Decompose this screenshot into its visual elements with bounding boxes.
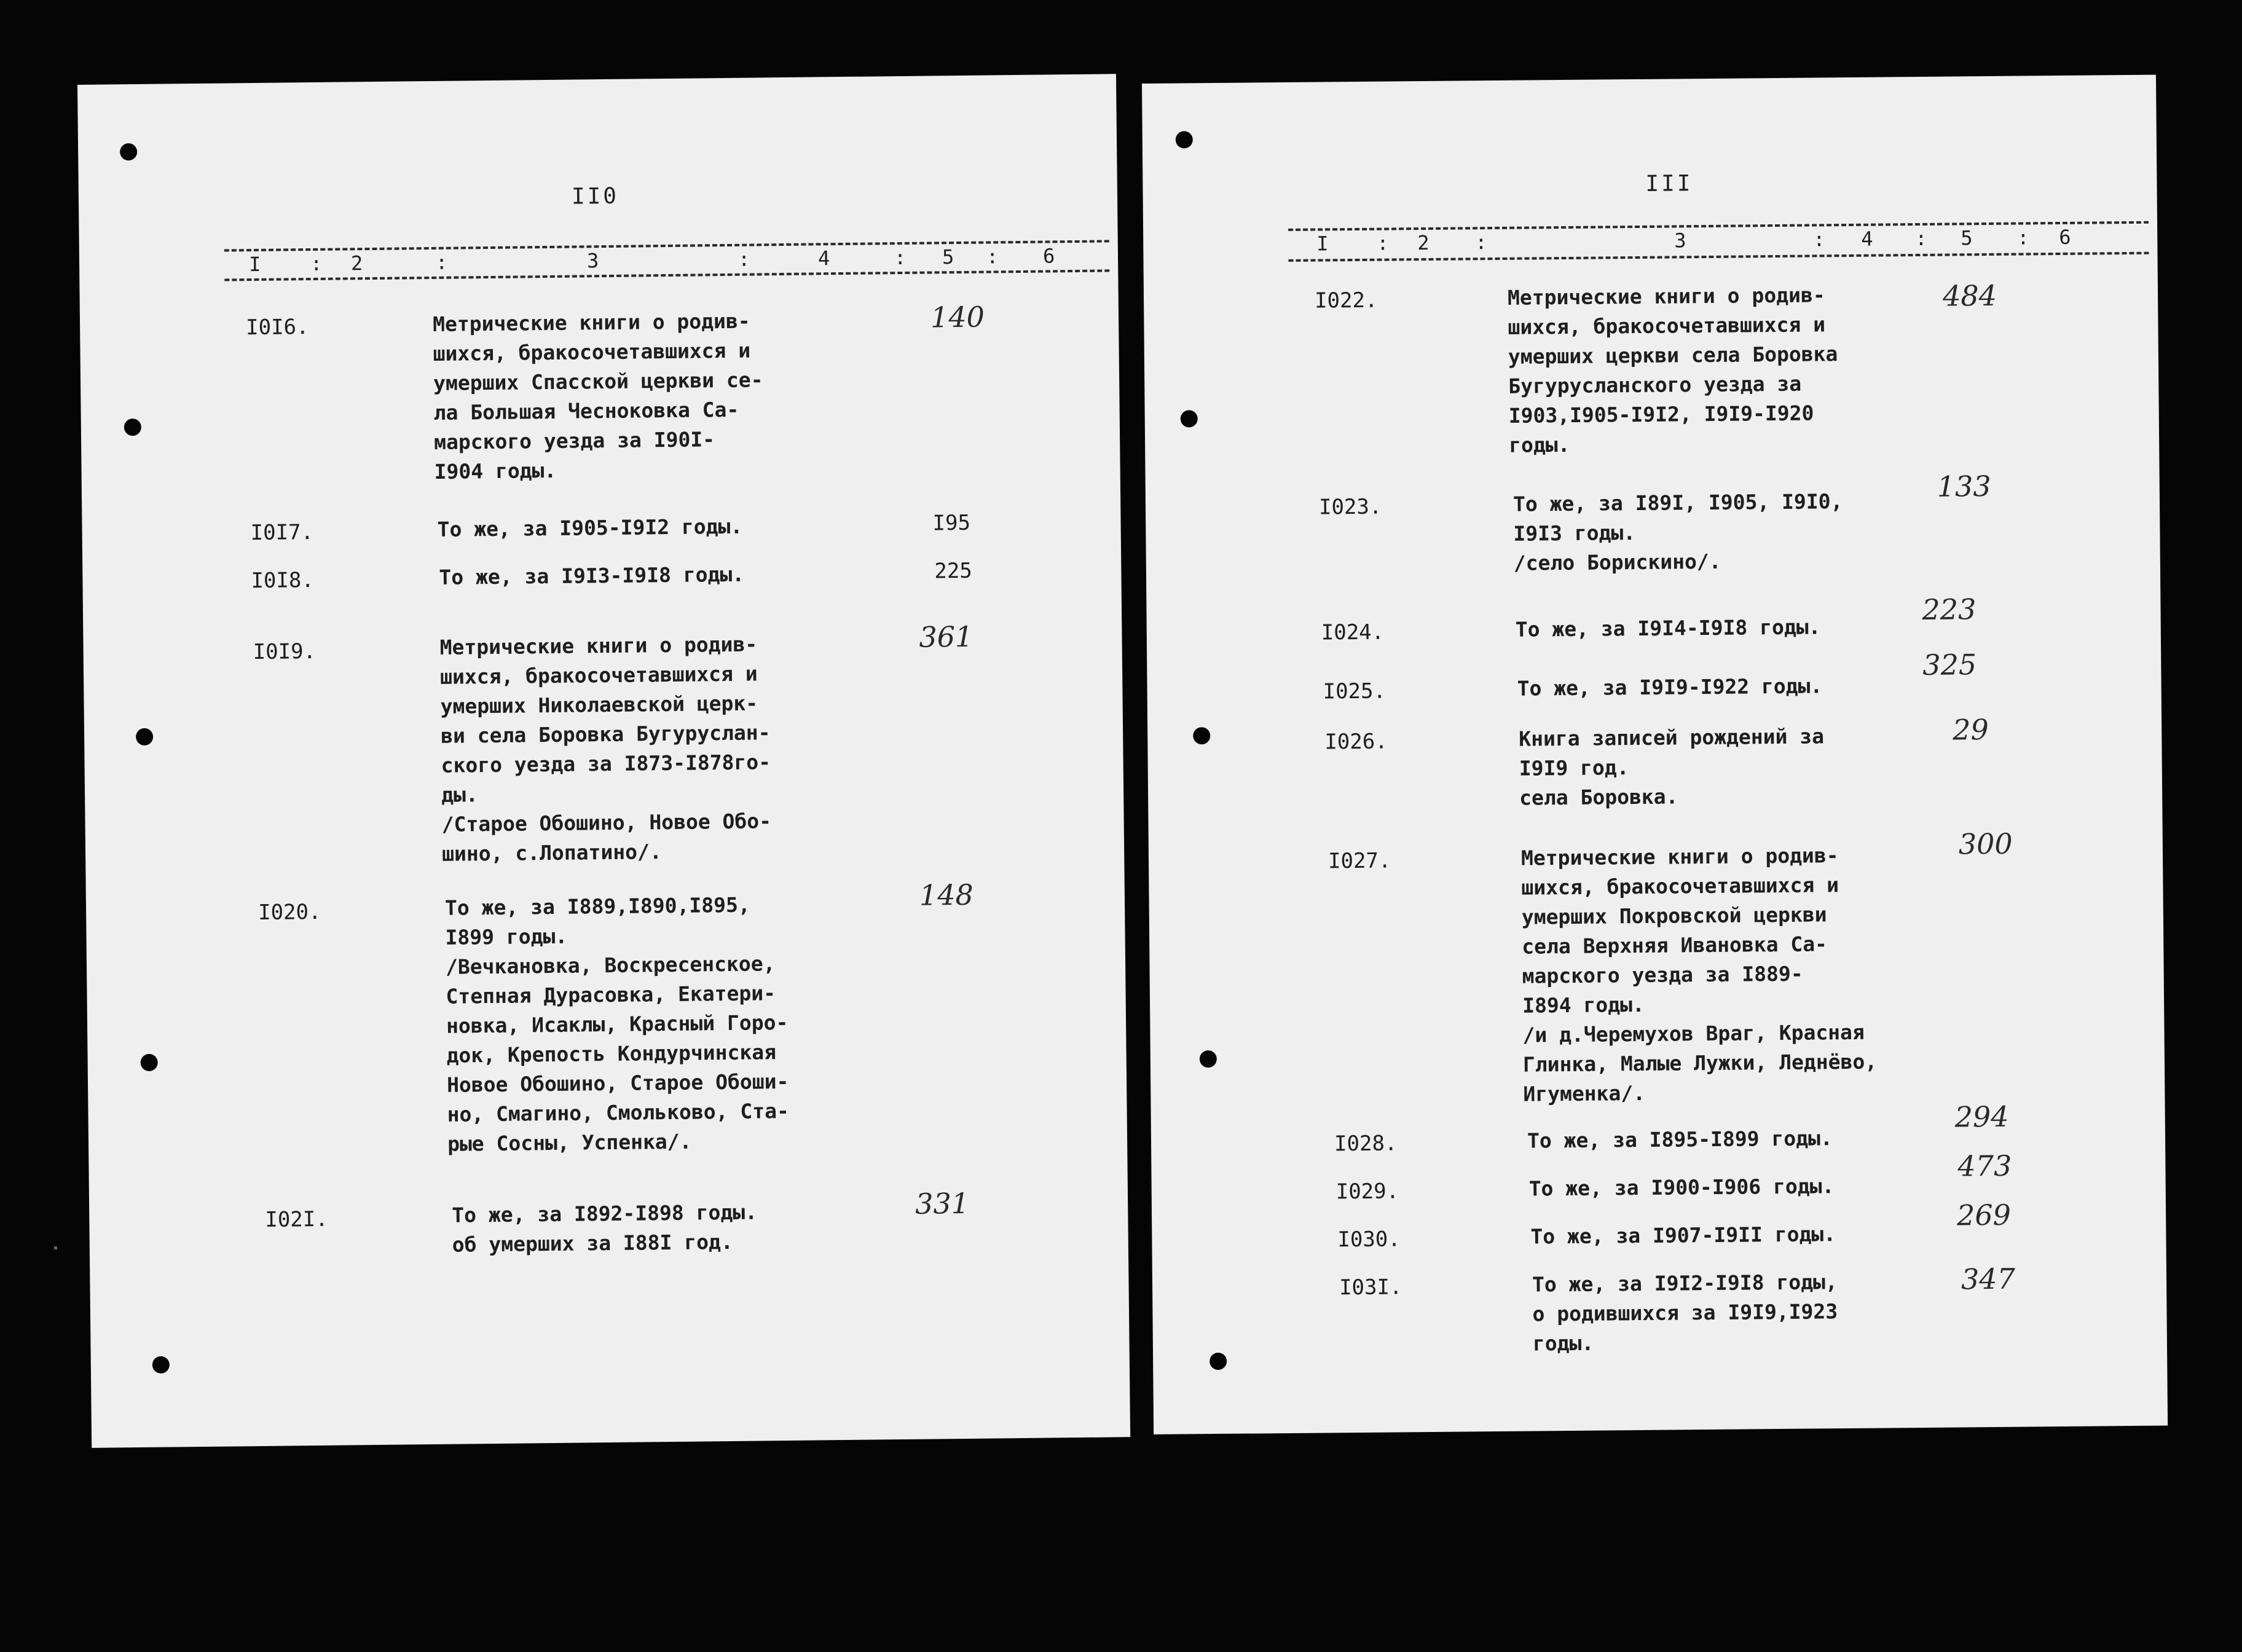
description-line: шихся, бракосочетавшихся и xyxy=(433,338,751,366)
entry-number: I028. xyxy=(1334,1131,1398,1157)
handwritten-count: 325 xyxy=(1922,648,1977,682)
description-line: шихся, бракосочетавшихся и xyxy=(1508,312,1826,339)
count-value: I95 xyxy=(932,510,971,536)
handwritten-count: 29 xyxy=(1952,713,1989,747)
description-line: /Старое Обошино, Новое Обо- xyxy=(441,809,772,836)
description-line: То же, за I9I4-I9I8 годы. xyxy=(1515,615,1821,642)
description-line: Глинка, Малые Лужки, Леднёво, xyxy=(1522,1049,1878,1077)
handwritten-count: 484 xyxy=(1942,278,1997,313)
description-line: но, Смагино, Смольково, Ста- xyxy=(447,1098,790,1127)
description-line: То же, за I892-I898 годы. xyxy=(452,1200,758,1227)
description-line: умерших Покровской церкви xyxy=(1521,902,1827,929)
column-header: 2 xyxy=(350,251,363,275)
description-line: То же, за I907-I9II годы. xyxy=(1530,1222,1836,1249)
description-line: I904 годы. xyxy=(434,458,557,484)
description-line: шино, с.Лопатино/. xyxy=(441,840,662,866)
description-line: То же, за I900-I906 годы. xyxy=(1528,1174,1835,1201)
handwritten-count: 294 xyxy=(1954,1099,2009,1134)
description-line: Степная Дурасовка, Екатери- xyxy=(446,981,776,1009)
entry-number: I022. xyxy=(1314,288,1378,313)
page-number: II0 xyxy=(571,183,620,210)
description-line: I9I3 годы. xyxy=(1513,521,1636,546)
punch-hole xyxy=(1210,1353,1227,1370)
punch-hole xyxy=(120,143,137,160)
handwritten-count: 140 xyxy=(930,300,985,334)
punch-hole xyxy=(1176,131,1193,148)
handwritten-count: 223 xyxy=(1922,592,1977,626)
entry-description xyxy=(1532,1267,1838,1358)
header-rule-top xyxy=(224,240,1109,251)
entry-number: I030. xyxy=(1337,1227,1401,1253)
description-line: об умерших за I88I год. xyxy=(452,1229,733,1257)
description-line: марского уезда за I90I- xyxy=(433,427,715,454)
entry-number: I026. xyxy=(1324,729,1388,755)
entry-description xyxy=(437,512,742,545)
description-line: Книга записей рождений за xyxy=(1519,724,1825,751)
description-line: села Верхняя Ивановка Са- xyxy=(1522,932,1828,959)
column-header: 5 xyxy=(942,245,954,269)
description-line: марского уезда за I889- xyxy=(1522,961,1803,988)
handwritten-count: 361 xyxy=(919,620,974,654)
entry-number: I0I7. xyxy=(250,520,314,546)
description-line: ла Большая Чесноковка Са- xyxy=(433,397,739,425)
right-page xyxy=(1142,75,2168,1434)
description-line: села Боровка. xyxy=(1519,784,1678,810)
column-separator: : xyxy=(1377,231,1389,255)
column-separator: : xyxy=(986,245,999,269)
description-line: Метрические книги о родив- xyxy=(439,632,758,659)
description-line: I894 годы. xyxy=(1522,992,1645,1018)
entry-description xyxy=(445,890,790,1159)
column-header: 6 xyxy=(2059,225,2071,249)
description-line: Новое Обошино, Старое Обоши- xyxy=(446,1069,789,1097)
entry-description xyxy=(1513,487,1844,578)
punch-hole xyxy=(1181,410,1198,427)
description-line: шихся, бракосочетавшихся и xyxy=(439,661,758,689)
punch-hole xyxy=(1200,1050,1217,1068)
handwritten-count: 133 xyxy=(1937,469,1991,503)
column-separator: : xyxy=(310,251,323,276)
entry-number: I027. xyxy=(1328,848,1391,874)
column-header: 4 xyxy=(817,246,830,270)
handwritten-count: 148 xyxy=(919,878,974,912)
description-line: ды. xyxy=(441,782,478,807)
handwritten-count: 300 xyxy=(1958,827,2013,861)
column-header: I xyxy=(248,252,261,277)
entry-description xyxy=(439,560,744,592)
entry-description xyxy=(1527,1123,1833,1155)
description-line: умерших церкви села Боровка xyxy=(1508,342,1838,369)
column-header: 2 xyxy=(1417,230,1430,255)
description-line: док, Крепость Кондурчинская xyxy=(446,1040,777,1068)
description-line: То же, за I9I3-I9I8 годы. xyxy=(439,562,745,589)
description-line: шихся, бракосочетавшихся и xyxy=(1521,873,1839,900)
entry-number: I024. xyxy=(1321,620,1385,645)
column-header: 5 xyxy=(1961,226,1973,250)
punch-hole xyxy=(141,1054,158,1071)
column-separator: : xyxy=(1475,230,1487,254)
description-line: о родившихся за I9I9,I923 xyxy=(1532,1299,1838,1326)
punch-hole xyxy=(136,728,153,745)
description-line: годы. xyxy=(1532,1331,1594,1356)
column-separator: : xyxy=(1813,227,1825,251)
description-line: умерших Спасской церкви се- xyxy=(433,368,763,395)
punch-hole xyxy=(1193,727,1210,744)
entry-description xyxy=(1529,1171,1835,1203)
description-line: Бугурусланского уезда за xyxy=(1508,371,1802,398)
entry-description xyxy=(1519,722,1825,812)
description-line: То же, за I9I2-I9I8 годы, xyxy=(1532,1270,1838,1297)
column-separator: : xyxy=(435,250,448,274)
entry-number: I0I8. xyxy=(251,568,315,594)
description-line: /и д.Черемухов Враг, Красная xyxy=(1522,1020,1865,1047)
column-separator: : xyxy=(1915,226,1927,251)
entry-number: I03I. xyxy=(1339,1275,1402,1300)
entry-description xyxy=(452,1198,758,1260)
entry-description xyxy=(1530,1219,1836,1251)
description-line: То же, за I9I9-I922 годы. xyxy=(1517,674,1823,701)
description-line: новка, Исаклы, Красный Горо- xyxy=(446,1010,789,1038)
description-line: годы. xyxy=(1508,432,1570,457)
description-line: Метрические книги о родив- xyxy=(1520,843,1839,870)
description-line: ского уезда за I873-I878го- xyxy=(441,750,771,777)
punch-hole xyxy=(124,419,141,436)
entry-description xyxy=(1517,671,1822,703)
entry-number: I023. xyxy=(1318,494,1382,520)
entry-description xyxy=(1508,280,1839,460)
description-line: ви села Боровка Бугуруслан- xyxy=(440,720,771,748)
description-line: Метрические книги о родив- xyxy=(1507,283,1825,310)
entry-description xyxy=(433,306,764,487)
description-line: То же, за I889,I890,I895, xyxy=(444,892,750,920)
column-separator: : xyxy=(2017,226,2029,250)
column-header: I xyxy=(1316,232,1329,256)
description-line: I903,I905-I9I2, I9I9-I920 xyxy=(1508,401,1814,428)
description-line: /Вечкановка, Воскресенское, xyxy=(445,951,776,979)
description-line: I9I9 год. xyxy=(1519,755,1629,781)
description-line: То же, за I905-I9I2 годы. xyxy=(437,514,743,541)
entry-number: I02I. xyxy=(265,1206,328,1232)
entry-number: I0I9. xyxy=(253,639,317,665)
entry-description xyxy=(439,629,771,869)
handwritten-count: 473 xyxy=(1957,1149,2012,1183)
page-number: III xyxy=(1645,171,1693,197)
description-line: Игуменка/. xyxy=(1523,1080,1646,1106)
column-header: 6 xyxy=(1042,244,1055,268)
entry-description xyxy=(1521,841,1878,1109)
handwritten-count: 347 xyxy=(1961,1262,2016,1296)
entry-number: I020. xyxy=(258,899,321,925)
description-line: Метрические книги о родив- xyxy=(432,309,750,336)
handwritten-count: 269 xyxy=(1956,1198,2012,1232)
handwritten-count: 331 xyxy=(914,1186,970,1221)
left-page xyxy=(77,74,1130,1448)
column-separator: : xyxy=(738,247,750,271)
column-header: 3 xyxy=(586,249,599,273)
column-separator: : xyxy=(894,245,907,270)
description-line: /село Борискино/. xyxy=(1513,549,1721,575)
entry-description xyxy=(1516,612,1821,644)
dust-speck xyxy=(54,1246,57,1249)
column-header: 4 xyxy=(1861,227,1873,251)
description-line: I899 годы. xyxy=(445,924,568,950)
description-line: рые Сосны, Успенка/. xyxy=(447,1129,692,1156)
punch-hole xyxy=(152,1356,170,1374)
description-line: То же, за I89I, I905, I9I0, xyxy=(1512,489,1843,516)
column-header: 3 xyxy=(1674,229,1686,253)
entry-number: I0I6. xyxy=(245,315,309,340)
count-value: 225 xyxy=(934,558,972,584)
description-line: умерших Николаевской церк- xyxy=(440,691,758,718)
entry-number: I025. xyxy=(1323,678,1386,704)
entry-number: I029. xyxy=(1335,1179,1399,1205)
description-line: То же, за I895-I899 годы. xyxy=(1527,1126,1833,1153)
